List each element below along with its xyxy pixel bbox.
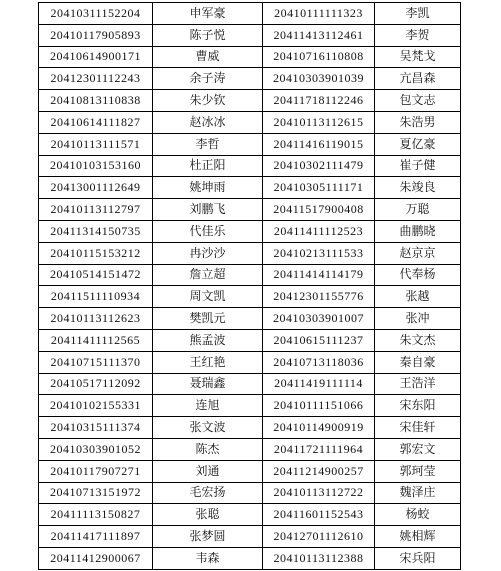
student-name-cell: 代佳乐 <box>153 220 263 242</box>
student-name-cell: 张文波 <box>153 417 263 439</box>
student-id-cell: 20413001112649 <box>39 177 153 199</box>
student-id-cell: 20410111111323 <box>263 3 375 25</box>
student-name-cell: 李凯 <box>375 3 461 25</box>
student-id-cell: 20411214900257 <box>263 460 375 482</box>
student-id-cell: 20410303901039 <box>263 68 375 90</box>
table-row <box>39 220 461 242</box>
table-row <box>39 24 461 46</box>
student-id-cell: 20410115153212 <box>39 242 153 264</box>
student-id-cell: 20412301112243 <box>39 68 153 90</box>
student-id-cell: 20410303901052 <box>39 438 153 460</box>
student-id-cell: 20411718112246 <box>263 90 375 112</box>
student-name-cell: 代奉杨 <box>375 264 461 286</box>
table-row <box>39 547 461 569</box>
student-id-cell: 20410615111237 <box>263 329 375 351</box>
student-name-cell: 朱竣良 <box>375 177 461 199</box>
student-name-cell: 韦森 <box>153 547 263 569</box>
student-name-cell: 包文志 <box>375 90 461 112</box>
student-name-cell: 杜正阳 <box>153 155 263 177</box>
student-name-cell: 冉沙沙 <box>153 242 263 264</box>
student-id-cell: 20410113112388 <box>263 547 375 569</box>
student-id-cell: 20410113111571 <box>39 133 153 155</box>
table-row <box>39 438 461 460</box>
student-id-cell: 20411314150735 <box>39 220 153 242</box>
table-row <box>39 373 461 395</box>
table-row <box>39 482 461 504</box>
student-name-cell: 陈杰 <box>153 438 263 460</box>
table-row <box>39 3 461 25</box>
student-id-cell: 20410514151472 <box>39 264 153 286</box>
table-row <box>39 286 461 308</box>
student-id-cell: 20410113112623 <box>39 308 153 330</box>
student-name-cell: 王浩洋 <box>375 373 461 395</box>
student-id-cell: 20411414114179 <box>263 264 375 286</box>
student-name-cell: 宋佳轩 <box>375 417 461 439</box>
table-row <box>39 133 461 155</box>
student-id-cell: 20410113112615 <box>263 111 375 133</box>
student-id-cell: 20410113112722 <box>263 482 375 504</box>
student-id-cell: 20411517900408 <box>263 199 375 221</box>
student-id-cell: 20410614900171 <box>39 46 153 68</box>
student-name-cell: 连旭 <box>153 395 263 417</box>
student-id-cell: 20410716110808 <box>263 46 375 68</box>
table-row <box>39 460 461 482</box>
student-id-cell: 20412701112610 <box>263 526 375 548</box>
student-id-cell: 20411412900067 <box>39 547 153 569</box>
student-id-cell: 20410715111370 <box>39 351 153 373</box>
table-row <box>39 46 461 68</box>
student-id-cell: 20411411112565 <box>39 329 153 351</box>
student-name-cell: 姚相辉 <box>375 526 461 548</box>
student-id-cell: 20410813110838 <box>39 90 153 112</box>
table-row <box>39 90 461 112</box>
student-id-cell: 20410614111827 <box>39 111 153 133</box>
table-row <box>39 111 461 133</box>
student-name-cell: 赵京京 <box>375 242 461 264</box>
student-name-cell: 朱浩男 <box>375 111 461 133</box>
table-row <box>39 329 461 351</box>
student-name-cell: 崔子健 <box>375 155 461 177</box>
student-id-cell: 20410103153160 <box>39 155 153 177</box>
roster-body <box>39 3 461 570</box>
student-id-cell: 20410114900919 <box>263 417 375 439</box>
student-name-cell: 陈子悦 <box>153 24 263 46</box>
table-row <box>39 242 461 264</box>
student-id-cell: 20411113150827 <box>39 504 153 526</box>
student-id-cell: 20411601152543 <box>263 504 375 526</box>
student-name-cell: 张越 <box>375 286 461 308</box>
student-name-cell: 毛宏扬 <box>153 482 263 504</box>
student-name-cell: 曲鹏晓 <box>375 220 461 242</box>
student-name-cell: 朱少钦 <box>153 90 263 112</box>
student-name-cell: 熊孟波 <box>153 329 263 351</box>
table-row <box>39 351 461 373</box>
student-name-cell: 杨蛟 <box>375 504 461 526</box>
student-id-cell: 20410315111374 <box>39 417 153 439</box>
student-id-cell: 20411413112461 <box>263 24 375 46</box>
student-id-cell: 20411721111964 <box>263 438 375 460</box>
student-name-cell: 吴梵戈 <box>375 46 461 68</box>
student-name-cell: 郭宏文 <box>375 438 461 460</box>
student-name-cell: 余子涛 <box>153 68 263 90</box>
student-name-cell: 申军豪 <box>153 3 263 25</box>
student-name-cell: 秦自豪 <box>375 351 461 373</box>
student-name-cell: 夏亿豪 <box>375 133 461 155</box>
student-id-cell: 20410302111479 <box>263 155 375 177</box>
student-name-cell: 李哲 <box>153 133 263 155</box>
student-id-cell: 20411411112523 <box>263 220 375 242</box>
table-row <box>39 68 461 90</box>
student-name-cell: 赵冰冰 <box>153 111 263 133</box>
student-id-cell: 20412301155776 <box>263 286 375 308</box>
student-name-cell: 张冲 <box>375 308 461 330</box>
student-id-cell: 20410303901007 <box>263 308 375 330</box>
student-id-cell: 20410713118036 <box>263 351 375 373</box>
table-row <box>39 308 461 330</box>
student-name-cell: 詹立超 <box>153 264 263 286</box>
student-name-cell: 张聪 <box>153 504 263 526</box>
student-id-cell: 20410117907271 <box>39 460 153 482</box>
student-id-cell: 20410305111171 <box>263 177 375 199</box>
student-id-cell: 20410713151972 <box>39 482 153 504</box>
student-name-cell: 宋兵阳 <box>375 547 461 569</box>
table-row <box>39 417 461 439</box>
table-row <box>39 155 461 177</box>
student-name-cell: 聂瑞鑫 <box>153 373 263 395</box>
student-name-cell: 万聪 <box>375 199 461 221</box>
student-name-cell: 李贺 <box>375 24 461 46</box>
student-name-cell: 朱文杰 <box>375 329 461 351</box>
student-name-cell: 亢昌森 <box>375 68 461 90</box>
student-name-cell: 姚坤雨 <box>153 177 263 199</box>
student-roster-table <box>38 2 461 570</box>
student-id-cell: 20410213111533 <box>263 242 375 264</box>
table-row <box>39 199 461 221</box>
student-name-cell: 宋东阳 <box>375 395 461 417</box>
table-row <box>39 504 461 526</box>
student-name-cell: 张梦圆 <box>153 526 263 548</box>
student-name-cell: 刘通 <box>153 460 263 482</box>
student-id-cell: 20410311152204 <box>39 3 153 25</box>
student-id-cell: 20410102155331 <box>39 395 153 417</box>
student-id-cell: 20410111151066 <box>263 395 375 417</box>
table-row <box>39 526 461 548</box>
student-name-cell: 樊凯元 <box>153 308 263 330</box>
table-row <box>39 264 461 286</box>
student-name-cell: 周文凯 <box>153 286 263 308</box>
student-name-cell: 魏泽庄 <box>375 482 461 504</box>
table-row <box>39 395 461 417</box>
student-id-cell: 20411511110934 <box>39 286 153 308</box>
student-id-cell: 20411419111114 <box>263 373 375 395</box>
student-id-cell: 20410517112092 <box>39 373 153 395</box>
table-row <box>39 177 461 199</box>
student-name-cell: 王红艳 <box>153 351 263 373</box>
student-name-cell: 刘鹏飞 <box>153 199 263 221</box>
student-id-cell: 20410113112797 <box>39 199 153 221</box>
student-name-cell: 郭珂莹 <box>375 460 461 482</box>
student-id-cell: 20411416119015 <box>263 133 375 155</box>
student-id-cell: 20410117905893 <box>39 24 153 46</box>
student-name-cell: 曹威 <box>153 46 263 68</box>
student-id-cell: 20411417111897 <box>39 526 153 548</box>
